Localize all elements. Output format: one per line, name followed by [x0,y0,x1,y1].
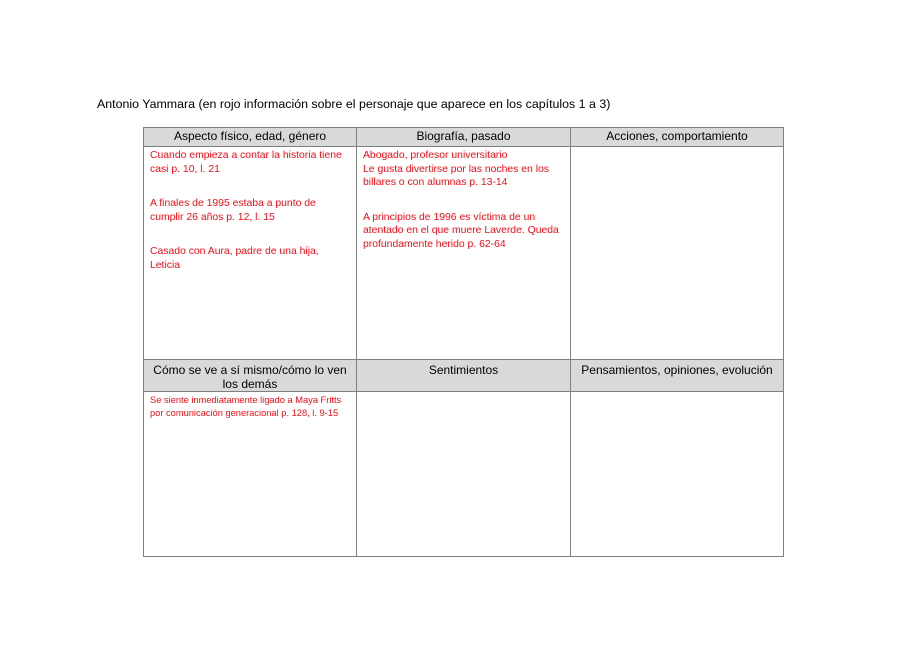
cell-biografia [357,147,571,360]
header-row-1 [144,128,784,147]
cell-acciones [571,147,784,360]
note-diversion: Le gusta divertirse por las noches en los billares o con alumnas p. 13-14 [363,163,549,189]
body-row-2 [144,392,784,557]
body-row-1 [144,147,784,360]
header-aspecto: Aspecto físico, edad, género [144,128,357,147]
header-biografia: Biografía, pasado [357,128,571,147]
header-sentimientos: Sentimientos [357,360,571,392]
character-analysis-table [143,127,784,557]
note-familia: Casado con Aura, padre de una hija, Leticia [150,246,319,271]
header-como-se-ve: Cómo se ve a sí mismo/cómo lo ven los demás [144,360,357,392]
note-edad: Cuando empieza a contar la historia tiene casi p. 10, l. 21 [150,150,342,175]
cell-aspecto [144,147,357,360]
page-title: Antonio Yammara (en rojo información sobre el personaje que aparece en los capítulos 1 a 3) [97,97,611,111]
cell-pensamientos [571,392,784,557]
header-row-2 [144,360,784,392]
note-profesion: Abogado, profesor universitario [363,150,508,161]
cell-como-se-ve [144,392,357,557]
note-maya-fritts: Se siente inmediatamente ligado a Maya Fritts por comunicación generacional p. 128, l. 9-15 [150,395,342,418]
note-atentado: A principios de 1996 es víctima de un atentado en el que muere Laverde. Queda profundamente herido p. 62-64 [363,211,559,250]
header-acciones: Acciones, comportamiento [571,128,784,147]
note-fecha-edad: A finales de 1995 estaba a punto de cumplir 26 años p. 12, l. 15 [150,198,316,223]
header-pensamientos: Pensamientos, opiniones, evolución [571,360,784,392]
cell-sentimientos [357,392,571,557]
